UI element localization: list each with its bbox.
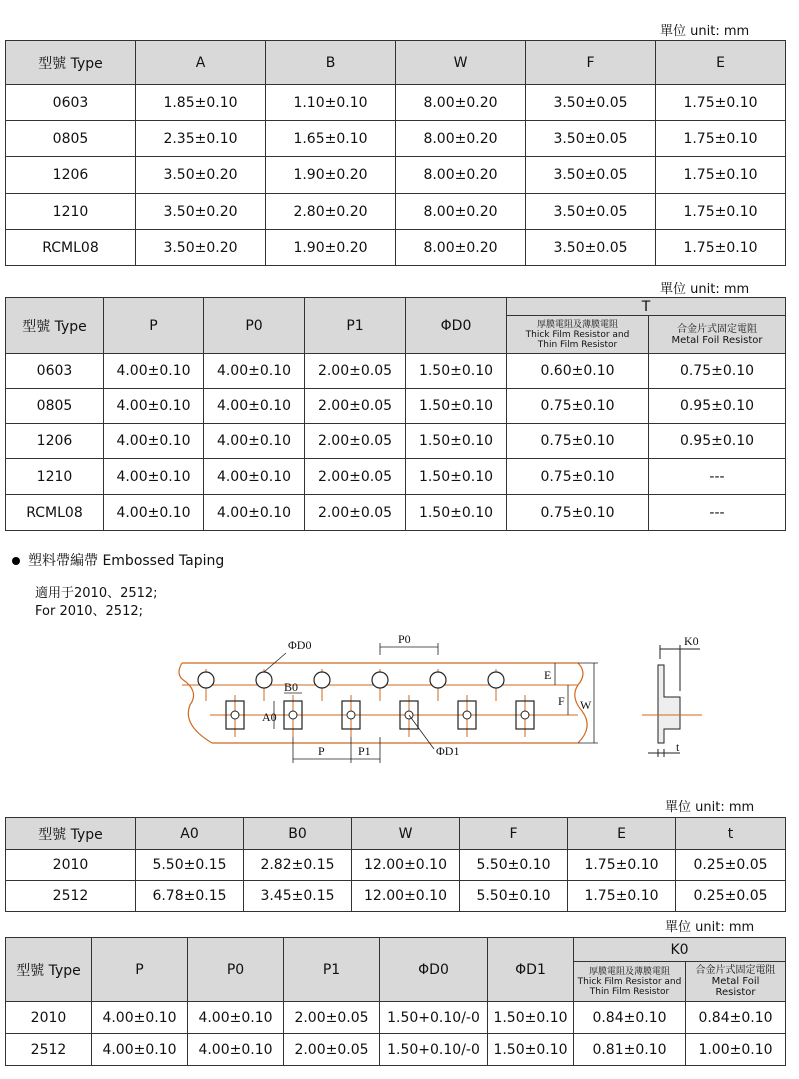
cell: 2.35±0.10 <box>136 121 266 157</box>
cell: 3.50±0.20 <box>136 194 266 230</box>
cell: 0.81±0.10 <box>574 1034 686 1066</box>
cell: 1206 <box>6 424 104 459</box>
cell: 0.75±0.10 <box>507 495 649 531</box>
table-row <box>6 459 786 495</box>
cell: 4.00±0.10 <box>188 1034 284 1066</box>
header-t: t <box>676 818 786 850</box>
cell: 4.00±0.10 <box>104 389 204 424</box>
table-row <box>6 881 786 912</box>
sprocket-holes <box>198 672 504 688</box>
cell: 12.00±0.10 <box>352 850 460 881</box>
table-row <box>6 1034 786 1066</box>
label-a0: A0 <box>262 710 277 724</box>
cell: 3.50±0.05 <box>526 194 656 230</box>
header-p1: P1 <box>305 298 406 354</box>
header-f: F <box>526 41 656 85</box>
cell: 4.00±0.10 <box>204 354 305 389</box>
cell: 0.25±0.05 <box>676 850 786 881</box>
cell: 4.00±0.10 <box>104 424 204 459</box>
cell: 2010 <box>6 850 136 881</box>
cell: 1.90±0.20 <box>266 157 396 194</box>
cell: 1.50±0.10 <box>488 1002 574 1034</box>
table-row <box>6 495 786 531</box>
cell: --- <box>649 459 786 495</box>
header-a: A <box>136 41 266 85</box>
header-d0: ΦD0 <box>380 938 488 1002</box>
unit-label: 單位 unit: mm <box>665 800 755 815</box>
cell: 0.84±0.10 <box>574 1002 686 1034</box>
bullet-icon <box>12 557 20 565</box>
cell: 4.00±0.10 <box>92 1034 188 1066</box>
header-type: 型號 Type <box>6 818 136 850</box>
cell: 1.50±0.10 <box>406 495 507 531</box>
cell: 4.00±0.10 <box>204 389 305 424</box>
cell: 1.90±0.20 <box>266 230 396 266</box>
unit-label: 單位 unit: mm <box>665 920 755 935</box>
cell: 0.75±0.10 <box>507 389 649 424</box>
label-d0: ΦD0 <box>288 638 312 652</box>
table-row <box>6 121 786 157</box>
header-e: E <box>656 41 786 85</box>
cell: 3.50±0.20 <box>136 157 266 194</box>
label-p0: P0 <box>398 632 411 646</box>
unit-label: 單位 unit: mm <box>660 24 750 39</box>
cell: 2010 <box>6 1002 92 1034</box>
cell: 1.10±0.10 <box>266 85 396 121</box>
cell: 1.75±0.10 <box>656 85 786 121</box>
header-f: F <box>460 818 568 850</box>
cell: 1206 <box>6 157 136 194</box>
cell: 2.82±0.15 <box>244 850 352 881</box>
cell: 1.75±0.10 <box>656 121 786 157</box>
diagram-labels <box>262 632 699 758</box>
table-row <box>6 1002 786 1034</box>
table-row <box>6 194 786 230</box>
header-p: P <box>104 298 204 354</box>
cell: 8.00±0.20 <box>396 121 526 157</box>
cell: 4.00±0.10 <box>188 1002 284 1034</box>
table-row <box>6 424 786 459</box>
label-k0: K0 <box>684 634 699 648</box>
table-row <box>6 157 786 194</box>
header-thick-film: 厚膜電阻及薄膜電阻 Thick Film Resistor and Thin Film Resistor <box>507 316 649 354</box>
cell: 3.50±0.05 <box>526 230 656 266</box>
cell: 6.78±0.15 <box>136 881 244 912</box>
header-d0: ΦD0 <box>406 298 507 354</box>
pocket-centerlines <box>235 695 525 737</box>
cell: 0805 <box>6 389 104 424</box>
header-type: 型號 Type <box>6 938 92 1002</box>
tape-dimension-table-4 <box>5 937 786 1066</box>
cell: 1.00±0.10 <box>686 1034 786 1066</box>
label-p1: P1 <box>358 744 371 758</box>
tape-dimension-table-1 <box>5 40 786 266</box>
cell: 12.00±0.10 <box>352 881 460 912</box>
cell: 2512 <box>6 881 136 912</box>
header-metal-foil: 合金片式固定電阻 Metal Foil Resistor <box>649 316 786 354</box>
cell: RCML08 <box>6 495 104 531</box>
cell: 2.00±0.05 <box>305 354 406 389</box>
cell: 8.00±0.20 <box>396 85 526 121</box>
cell: 0.95±0.10 <box>649 389 786 424</box>
cell: 2.00±0.05 <box>284 1034 380 1066</box>
cell: 0.25±0.05 <box>676 881 786 912</box>
label-t: t <box>676 740 680 754</box>
cell: 4.00±0.10 <box>92 1002 188 1034</box>
cell: 4.00±0.10 <box>204 495 305 531</box>
cell: 8.00±0.20 <box>396 157 526 194</box>
header-p: P <box>92 938 188 1002</box>
applicability-note-en: For 2010、2512; <box>35 604 143 619</box>
cell: 1.50±0.10 <box>488 1034 574 1066</box>
cell: 1.65±0.10 <box>266 121 396 157</box>
header-w: W <box>396 41 526 85</box>
header-metal-foil: 合金片式固定電阻 Metal Foil Resistor <box>686 962 786 1002</box>
cell: 1.50+0.10/-0 <box>380 1034 488 1066</box>
cell: 2.80±0.20 <box>266 194 396 230</box>
cell: 1.75±0.10 <box>656 194 786 230</box>
table-row <box>6 354 786 389</box>
header-d1: ΦD1 <box>488 938 574 1002</box>
cell: 2512 <box>6 1034 92 1066</box>
table-row <box>6 230 786 266</box>
cell: 0.75±0.10 <box>507 424 649 459</box>
section-title: 塑料帶編帶 Embossed Taping <box>12 550 224 570</box>
cell: 8.00±0.20 <box>396 230 526 266</box>
cell: 1.50±0.10 <box>406 459 507 495</box>
cell: 1.50±0.10 <box>406 389 507 424</box>
header-type: 型號 Type <box>6 298 104 354</box>
header-t: T <box>507 298 786 316</box>
cell: 5.50±0.10 <box>460 881 568 912</box>
label-p: P <box>318 744 325 758</box>
table-row <box>6 85 786 121</box>
header-b: B <box>266 41 396 85</box>
table-row <box>6 389 786 424</box>
header-p0: P0 <box>188 938 284 1002</box>
cell: 2.00±0.05 <box>305 389 406 424</box>
tape-dimension-table-2 <box>5 297 786 531</box>
cell: 2.00±0.05 <box>305 424 406 459</box>
applicability-note-cn: 適用于2010、2512; <box>35 586 158 601</box>
cell: 1210 <box>6 194 136 230</box>
label-d1: ΦD1 <box>436 744 460 758</box>
cell: 0.75±0.10 <box>649 354 786 389</box>
label-f: F <box>558 694 565 708</box>
cell: 0.60±0.10 <box>507 354 649 389</box>
cell: 3.45±0.15 <box>244 881 352 912</box>
cell: 4.00±0.10 <box>204 424 305 459</box>
cell: 1.75±0.10 <box>656 157 786 194</box>
cell: 2.00±0.05 <box>305 459 406 495</box>
cell: 2.00±0.05 <box>305 495 406 531</box>
cell: 5.50±0.15 <box>136 850 244 881</box>
header-b0: B0 <box>244 818 352 850</box>
tape-cross-section <box>642 645 702 757</box>
cell: 0603 <box>6 85 136 121</box>
header-w: W <box>352 818 460 850</box>
cell: 4.00±0.10 <box>104 459 204 495</box>
cell: 4.00±0.10 <box>204 459 305 495</box>
cell: 3.50±0.20 <box>136 230 266 266</box>
dimension-lines <box>264 643 598 763</box>
cell: 3.50±0.05 <box>526 121 656 157</box>
unit-label: 單位 unit: mm <box>660 282 750 297</box>
cell: 5.50±0.10 <box>460 850 568 881</box>
header-thick-film: 厚膜電阻及薄膜電阻 Thick Film Resistor and Thin Film Resistor <box>574 962 686 1002</box>
cell: 0.75±0.10 <box>507 459 649 495</box>
cell: 1210 <box>6 459 104 495</box>
header-p0: P0 <box>204 298 305 354</box>
tape-dimension-table-3 <box>5 817 786 912</box>
cell: 1.50+0.10/-0 <box>380 1002 488 1034</box>
header-e: E <box>568 818 676 850</box>
label-e: E <box>544 668 552 682</box>
label-b0: B0 <box>284 680 299 694</box>
cell: 3.50±0.05 <box>526 85 656 121</box>
cell: 0805 <box>6 121 136 157</box>
cell: 1.85±0.10 <box>136 85 266 121</box>
cell: 1.75±0.10 <box>568 881 676 912</box>
header-a0: A0 <box>136 818 244 850</box>
cell: 1.50±0.10 <box>406 354 507 389</box>
cell: 2.00±0.05 <box>284 1002 380 1034</box>
cell: 0.84±0.10 <box>686 1002 786 1034</box>
cell: 1.75±0.10 <box>656 230 786 266</box>
embossed-tape-diagram <box>170 625 730 770</box>
cell: 4.00±0.10 <box>104 354 204 389</box>
table-row <box>6 850 786 881</box>
header-type: 型號 Type <box>6 41 136 85</box>
cell: --- <box>649 495 786 531</box>
header-p1: P1 <box>284 938 380 1002</box>
cell: 4.00±0.10 <box>104 495 204 531</box>
cell: 0.95±0.10 <box>649 424 786 459</box>
cell: 1.75±0.10 <box>568 850 676 881</box>
header-k0: K0 <box>574 938 786 962</box>
cell: 1.50±0.10 <box>406 424 507 459</box>
cell: 3.50±0.05 <box>526 157 656 194</box>
label-w: W <box>580 698 592 712</box>
cell: 0603 <box>6 354 104 389</box>
cell: 8.00±0.20 <box>396 194 526 230</box>
cell: RCML08 <box>6 230 136 266</box>
